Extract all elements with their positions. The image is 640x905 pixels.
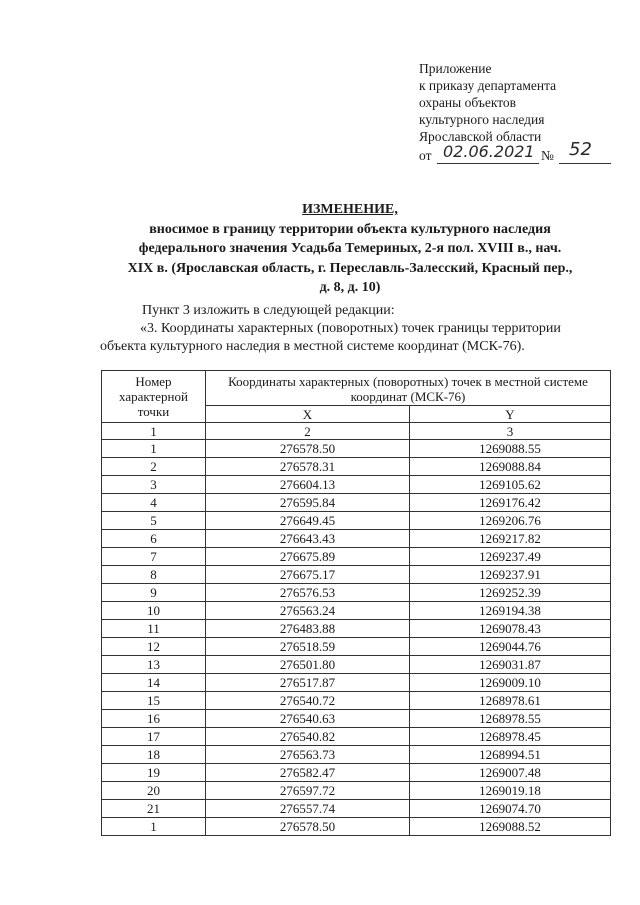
point-number-cell: 20 <box>102 782 206 800</box>
point-number-cell: 11 <box>102 620 206 638</box>
point-number-cell: 8 <box>102 566 206 584</box>
x-coordinate-cell: 276578.31 <box>206 458 410 476</box>
point-number-cell: 17 <box>102 728 206 746</box>
table-row <box>102 638 611 656</box>
table-row <box>102 800 611 818</box>
x-coordinate-cell: 276540.63 <box>206 710 410 728</box>
y-coordinate-cell: 1269078.43 <box>410 620 611 638</box>
x-coordinate-cell: 276604.13 <box>206 476 410 494</box>
x-coordinate-cell: 276675.17 <box>206 566 410 584</box>
x-coordinate-cell: 276518.59 <box>206 638 410 656</box>
column-index: 2 <box>206 423 410 440</box>
point-number-cell: 5 <box>102 512 206 530</box>
y-coordinate-cell: 1268978.61 <box>410 692 611 710</box>
table-row <box>102 530 611 548</box>
y-coordinate-cell: 1269176.42 <box>410 494 611 512</box>
y-coordinate-cell: 1269194.38 <box>410 602 611 620</box>
y-coordinate-cell: 1269031.87 <box>410 656 611 674</box>
x-coordinate-cell: 276675.89 <box>206 548 410 566</box>
date-underline <box>437 163 539 164</box>
point-number-cell: 2 <box>102 458 206 476</box>
point-number-cell: 3 <box>102 476 206 494</box>
y-coordinate-cell: 1269088.52 <box>410 818 611 836</box>
x-coordinate-cell: 276557.74 <box>206 800 410 818</box>
point-number-cell: 10 <box>102 602 206 620</box>
y-coordinate-cell: 1269019.18 <box>410 782 611 800</box>
point-number-cell: 1 <box>102 440 206 458</box>
y-coordinate-cell: 1268994.51 <box>410 746 611 764</box>
y-coordinate-cell: 1269217.82 <box>410 530 611 548</box>
x-coordinate-cell: 276540.82 <box>206 728 410 746</box>
intro-paragraph-2: «3. Координаты характерных (поворотных) точек границы территории объекта культурного наследия в местной системе координат (МСК-76). <box>100 321 561 354</box>
column-index: 1 <box>102 423 206 440</box>
x-coordinate-cell: 276501.80 <box>206 656 410 674</box>
column-index: 3 <box>410 423 611 440</box>
point-number-cell: 6 <box>102 530 206 548</box>
x-coordinate-cell: 276578.50 <box>206 818 410 836</box>
appendix-line: Приложение <box>419 61 492 76</box>
header-x: X <box>206 406 410 423</box>
table-row <box>102 782 611 800</box>
point-number-cell: 13 <box>102 656 206 674</box>
y-coordinate-cell: 1268978.45 <box>410 728 611 746</box>
intro-text <box>100 302 610 356</box>
point-number-cell: 16 <box>102 710 206 728</box>
coordinates-body <box>102 440 611 836</box>
y-coordinate-cell: 1269088.84 <box>410 458 611 476</box>
appendix-line: к приказу департамента <box>419 78 557 93</box>
x-coordinate-cell: 276595.84 <box>206 494 410 512</box>
table-row <box>102 512 611 530</box>
y-coordinate-cell: 1269237.91 <box>410 566 611 584</box>
number-prefix: № <box>541 148 554 163</box>
y-coordinate-cell: 1269044.76 <box>410 638 611 656</box>
x-coordinate-cell: 276517.87 <box>206 674 410 692</box>
point-number-cell: 14 <box>102 674 206 692</box>
table-row <box>102 764 611 782</box>
order-date-number <box>419 139 592 167</box>
table-row <box>102 548 611 566</box>
x-coordinate-cell: 276540.72 <box>206 692 410 710</box>
x-coordinate-cell: 276578.50 <box>206 440 410 458</box>
table-row <box>102 692 611 710</box>
y-coordinate-cell: 1269237.49 <box>410 548 611 566</box>
point-number-cell: 1 <box>102 818 206 836</box>
appendix-line: культурного наследия <box>419 112 545 127</box>
x-coordinate-cell: 276483.88 <box>206 620 410 638</box>
appendix-line: охраны объектов <box>419 95 517 110</box>
point-number-cell: 4 <box>102 494 206 512</box>
title-heading: ИЗМЕНЕНИЕ, <box>302 202 398 217</box>
appendix-line: Ярославской области <box>419 129 542 144</box>
table-row <box>102 746 611 764</box>
title-line: д. 8, д. 10) <box>319 280 381 295</box>
table-row <box>102 494 611 512</box>
appendix-block <box>419 60 592 167</box>
table-row <box>102 440 611 458</box>
coordinates-table <box>101 370 611 836</box>
point-number-cell: 19 <box>102 764 206 782</box>
table-row <box>102 674 611 692</box>
document-title <box>100 200 600 298</box>
handwritten-number: 52 <box>569 139 592 160</box>
y-coordinate-cell: 1269009.10 <box>410 674 611 692</box>
x-coordinate-cell: 276576.53 <box>206 584 410 602</box>
point-number-cell: 9 <box>102 584 206 602</box>
header-point-number: Номер характерной точки <box>102 371 206 423</box>
x-coordinate-cell: 276563.73 <box>206 746 410 764</box>
y-coordinate-cell: 1269252.39 <box>410 584 611 602</box>
y-coordinate-cell: 1269074.70 <box>410 800 611 818</box>
table-row <box>102 710 611 728</box>
table-row <box>102 728 611 746</box>
point-number-cell: 21 <box>102 800 206 818</box>
intro-paragraph-1: Пункт 3 изложить в следующей редакции: <box>142 303 395 318</box>
y-coordinate-cell: 1269007.48 <box>410 764 611 782</box>
x-coordinate-cell: 276649.45 <box>206 512 410 530</box>
date-prefix: от <box>419 148 432 163</box>
header-coordinates: Координаты характерных (поворотных) точек в местной системе координат (МСК-76) <box>206 371 611 406</box>
table-row <box>102 602 611 620</box>
table-row <box>102 566 611 584</box>
x-coordinate-cell: 276597.72 <box>206 782 410 800</box>
y-coordinate-cell: 1269105.62 <box>410 476 611 494</box>
x-coordinate-cell: 276582.47 <box>206 764 410 782</box>
point-number-cell: 7 <box>102 548 206 566</box>
title-line: XIX в. (Ярославская область, г. Переславль-Залесский, Красный пер., <box>127 260 573 276</box>
handwritten-date: 02.06.2021 <box>443 142 535 161</box>
x-coordinate-cell: 276643.43 <box>206 530 410 548</box>
y-coordinate-cell: 1269088.55 <box>410 440 611 458</box>
table-row <box>102 620 611 638</box>
table-row <box>102 584 611 602</box>
header-y: Y <box>410 406 611 423</box>
point-number-cell: 18 <box>102 746 206 764</box>
table-row <box>102 476 611 494</box>
y-coordinate-cell: 1268978.55 <box>410 710 611 728</box>
table-row <box>102 458 611 476</box>
point-number-cell: 12 <box>102 638 206 656</box>
title-line: федерального значения Усадьба Темериных, 2-я пол. XVIII в., нач. <box>138 241 562 256</box>
y-coordinate-cell: 1269206.76 <box>410 512 611 530</box>
title-line: вносимое в границу территории объекта культурного наследия <box>149 221 551 237</box>
point-number-cell: 15 <box>102 692 206 710</box>
number-underline <box>559 163 611 164</box>
table-row <box>102 818 611 836</box>
table-row <box>102 656 611 674</box>
x-coordinate-cell: 276563.24 <box>206 602 410 620</box>
